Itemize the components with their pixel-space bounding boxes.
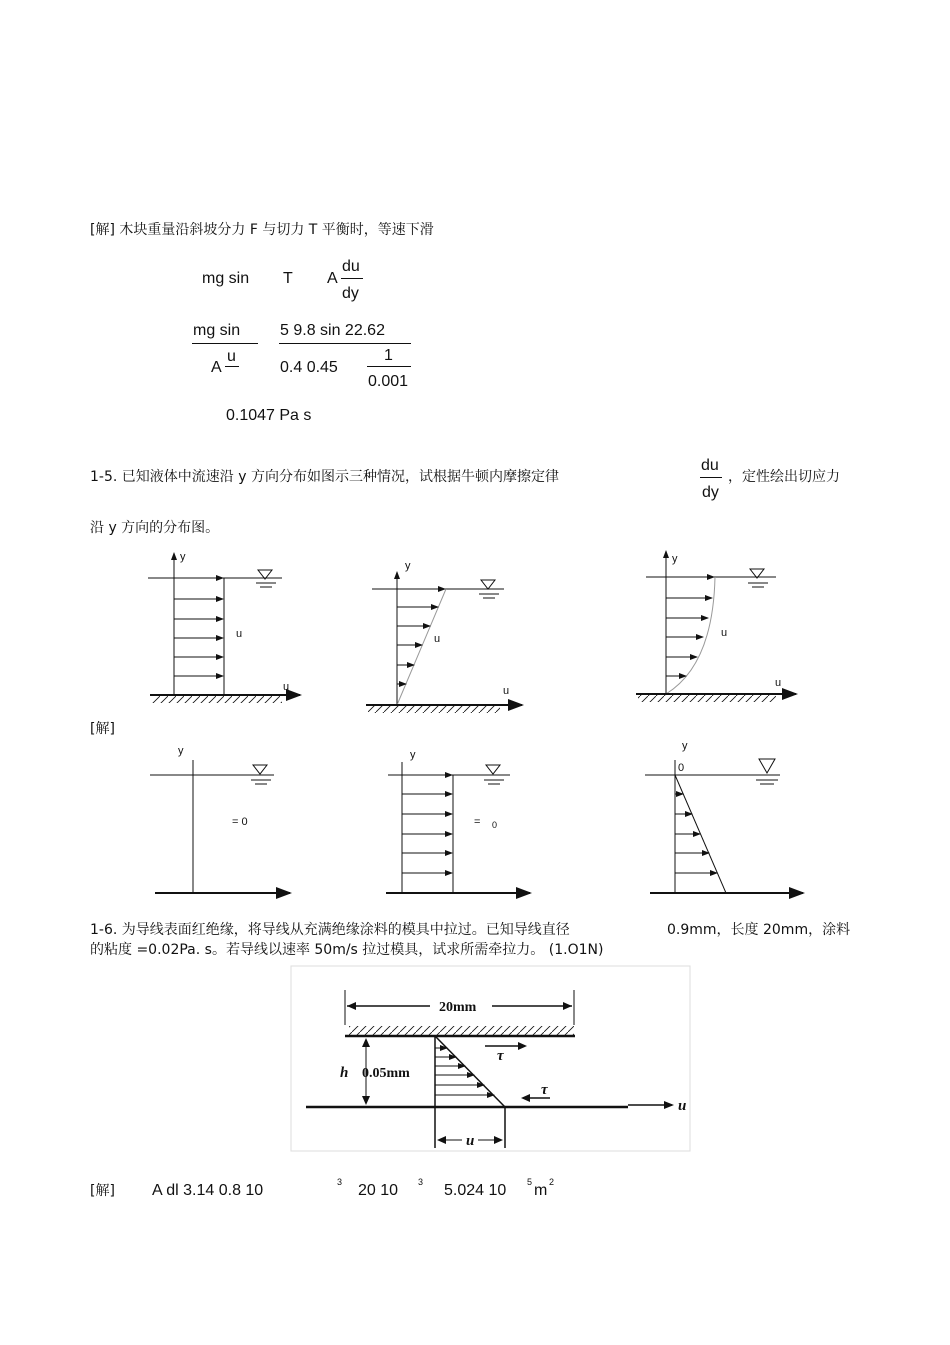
eq2-den-right: 0.4 0.45: [280, 359, 338, 376]
gap-size-label: 0.05mm: [362, 1066, 410, 1081]
solution-2-label: [解]: [90, 1183, 115, 1199]
solution-label-1-5: [解]: [90, 721, 115, 737]
velocity-label: u: [236, 628, 243, 640]
velocity-diagram-parabolic: [636, 551, 796, 702]
axis-y-label: y: [180, 551, 186, 563]
axis-u-label: u: [775, 677, 782, 689]
shear-diagram-uniform: [386, 749, 530, 893]
exp-4: 2: [549, 1177, 555, 1187]
exp-2: 3: [418, 1177, 424, 1187]
velocity-diagram-uniform: [148, 551, 300, 703]
problem-1-5-text-c: 沿 y 方向的分布图。: [90, 520, 220, 536]
problem-1-6-line1-b: 0.9mm，长度 20mm，涂料: [667, 922, 851, 938]
problem-1-5-frac-num: du: [701, 457, 719, 474]
die-length-label: 20mm: [439, 1000, 477, 1015]
eq2-den-a: A: [211, 359, 222, 376]
axis-y-label: y: [682, 740, 688, 752]
problem-1-5-text-b: ，定性绘出切应力: [728, 469, 840, 485]
wire-velocity-label: u: [678, 1098, 687, 1114]
solution-2-mid: 20 10: [358, 1182, 399, 1199]
axis-y-label: y: [405, 560, 411, 572]
axis-u-label: u: [503, 685, 510, 697]
result: 0.1047 Pa s: [226, 407, 312, 424]
exp-3: 5: [527, 1177, 533, 1187]
velocity-label: u: [434, 633, 441, 645]
eq2-frac-num: 1: [384, 347, 393, 364]
tau-upper-label: τ: [497, 1048, 504, 1064]
tau-zero-top-label: 0: [678, 762, 685, 774]
problem-1-5-frac-den: dy: [702, 484, 719, 501]
axis-y-label: y: [410, 749, 416, 761]
axis-u-label: u: [283, 681, 290, 693]
eq1-num: du: [342, 258, 360, 275]
velocity-diagram-linear: [366, 560, 522, 713]
shear-diagram-linear: [645, 740, 803, 893]
eq2-num-left: mg sin: [193, 322, 241, 339]
axis-y-label: y: [178, 745, 184, 757]
axis-y-label: y: [672, 553, 678, 565]
eq1-mid: T: [283, 270, 293, 287]
eq1-a: A: [327, 270, 338, 287]
unit-m: m: [534, 1182, 548, 1199]
eq2-den-u: u: [227, 348, 236, 365]
eq1-den: dy: [342, 285, 359, 302]
gap-h-label: h: [340, 1065, 349, 1081]
tau-lower-label: τ: [541, 1082, 548, 1098]
shear-diagram-zero: [150, 745, 290, 893]
velocity-label: u: [721, 627, 728, 639]
tau-const-label: =: [474, 816, 481, 828]
tau-const-value: 0: [492, 820, 498, 830]
eq2-num-right: 5 9.8 sin 22.62: [280, 322, 385, 339]
eq1-lhs: mg sin: [202, 270, 250, 287]
die-diagram: [291, 966, 690, 1151]
tau-zero-label: = 0: [232, 816, 248, 828]
profile-u-label: u: [466, 1133, 475, 1149]
solution-2-eq: A dl 3.14 0.8 10: [152, 1182, 264, 1199]
solution-intro: [解] 木块重量沿斜坡分力 F 与切力 T 平衡时，等速下滑: [90, 222, 434, 238]
problem-1-5-text: 1-5. 已知液体中流速沿 y 方向分布如图示三种情况，试根据牛顿内摩擦定律: [90, 469, 559, 485]
solution-2-tail: 5.024 10: [444, 1182, 507, 1199]
problem-1-6-line1: 1-6. 为导线表面红绝缘，将导线从充满绝缘涂料的模具中拉过。已知导线直径: [90, 922, 570, 938]
eq2-frac-den: 0.001: [368, 373, 409, 390]
exp-1: 3: [337, 1177, 343, 1187]
problem-1-6-line2: 的粘度 =0.02Pa. s。若导线以速率 50m/s 拉过模具，试求所需牵拉力。 (1.O1N): [90, 942, 604, 958]
